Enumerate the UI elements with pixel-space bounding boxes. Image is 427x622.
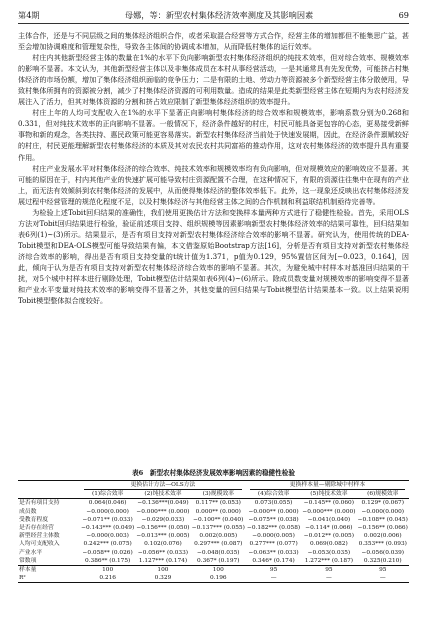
table-cell: −0.056** (0.033) — [137, 549, 189, 556]
table-row — [18, 540, 409, 548]
table-cell: 95 — [325, 567, 333, 574]
table-cell: 100 — [212, 567, 224, 574]
table-cell: 0.117** (0.053) — [195, 500, 241, 507]
row-label: 成员数 — [19, 508, 37, 515]
table-group-header-row — [18, 481, 409, 491]
table-cell: 0.329 — [135, 574, 190, 583]
table-cell: 100 — [157, 567, 169, 574]
table-cell: 0.196 — [191, 574, 246, 583]
table-cell: −0.145** (0.060) — [303, 500, 355, 507]
table-cell: −0.071** (0.033) — [82, 516, 133, 523]
table-cell: −0.075** (0.038) — [248, 516, 299, 523]
paragraph: 主体合作，还是与不同层级之间的集体经济组织合作，或者采取混合经营等方式合作，经营主体的增加都但不能集思广益，甚至会增加协调难度和管理复杂性，导致各主体间的协调成本增加，从而降低村集体的运行效率。 — [18, 31, 409, 52]
table-cell: −0.108** (0.045) — [357, 516, 408, 523]
row-label: 常数项 — [18, 557, 80, 566]
table-cell: 0.216 — [80, 574, 135, 583]
page-number: 69 — [398, 10, 409, 20]
table-cell: 0.002(0.006) — [363, 533, 402, 540]
table-cell: −0.013*** (0.005) — [136, 533, 190, 540]
table-cell: −0.114* (0.066) — [305, 525, 353, 532]
table-cell: −0.012** (0.005) — [303, 533, 355, 540]
column-header: (1)综合效率 — [80, 490, 135, 499]
table-cell: — — [357, 574, 409, 583]
table-cell: 0.353*** (0.093) — [358, 541, 407, 548]
table-cell: −0.000(0.003) — [86, 533, 129, 540]
table-cell: −0.137*** (0.055) — [191, 525, 245, 532]
table-cell: 0.102(0.076) — [144, 541, 182, 548]
column-header: (6)规模效率 — [357, 490, 409, 499]
row-label: 是否存在经营 — [19, 525, 54, 532]
table-cell: 1.272*** (0.187) — [301, 557, 356, 566]
issue-number: 第4期 — [18, 10, 40, 20]
table-cell: −0.182*** (0.058) — [247, 525, 301, 532]
body-text — [18, 30, 409, 306]
table-row — [18, 574, 409, 583]
table-cell: −0.048(0.035) — [196, 549, 240, 556]
header-rule — [18, 23, 409, 24]
table-caption: 表6 新型农村集体经济发展效率影响因素的稳健性检验 — [132, 469, 295, 477]
paragraph: 村庄产业发展水平对村集体经济的综合效率、纯技术效率和规模效率均有负向影响，但对规模效应的影响效应不显著。其可能的原因在于，村内其他产业的快速扩展可能导致村庄资源配置不合理，在这种情况下，有限的资源往往集中在现有的产业上，而无法有效倾斜到农村集体经济的发展中，从而使得集体经济的整体效率低下。此外，这一现象还反映出农村集体经济发展过程中经营管理的规范化程度不足，以及村集体经济与其他经营主体之间的合作机制和利益联结机制亟待完善等。 — [18, 163, 409, 206]
table-row — [18, 549, 409, 557]
table-cell: 95 — [269, 567, 278, 574]
group-header-ols: 更换估计方法—OLS方法 — [84, 481, 242, 490]
table-cell: 0.002(0.005) — [199, 533, 238, 540]
table-cell: −0.156** (0.066) — [357, 525, 408, 532]
table-cell: −0.136***(0.049) — [137, 500, 189, 507]
row-label: 人均可支配收入 — [19, 541, 60, 548]
table-cell: −0.053(0.035) — [307, 549, 351, 556]
table-cell: 0.367* (0.197) — [191, 557, 246, 566]
table-cell: 0.069(0.082) — [310, 541, 348, 548]
table-cell: −0.058** (0.026) — [82, 549, 133, 556]
paragraph: 村庄上年的人均可支配收入在1%的水平下显著正向影响村集体经济的综合效率和规模效率，影响系数分别为0.268和0.331，但对纯技术效率的正向影响不显著。一般情况下，经济条件越好的村庄，村民可能具备更包容的心态，更易接受新鲜事物和新的观念，各类扶持、惠民政策可能更容易落实。新型农村集体经济当前处于快速发展期，因此，在经济条件禀赋较好的村庄，村民更能理解新型农村集体经济的本质及其对农民农村共同富裕的推动作用，这对农村集体经济的效率提升具有重要作用。 — [18, 108, 409, 162]
table-cell: 0.000** (0.000) — [195, 508, 241, 515]
running-title: 母娜，等：新型农村集体经济效率测度及其影响因素 — [124, 10, 314, 20]
row-label: 受教育程度 — [19, 516, 48, 523]
table-cell: −0.000*** (0.000) — [136, 508, 190, 515]
column-header: (3)规模效率 — [191, 490, 246, 499]
table-row — [18, 508, 409, 516]
table-cell: 0.346* (0.174) — [246, 557, 301, 566]
robustness-table — [18, 480, 409, 583]
column-header: (2)纯技术效率 — [135, 490, 190, 499]
table-row — [18, 516, 409, 524]
table-cell: −0.143*** (0.049) — [81, 525, 135, 532]
row-label: 样本量 — [19, 567, 37, 574]
table-cell: −0.056(0.039) — [361, 549, 405, 556]
table-cell: 0.386** (0.175) — [80, 557, 135, 566]
table-cell: −0.041(0.040) — [307, 516, 351, 523]
row-label: 新型经营主体数 — [19, 533, 60, 540]
group-header-drop-sample: 更换样本量—剔除城中村样本 — [250, 481, 405, 490]
table-cell: 0.129* (0.067) — [361, 500, 405, 507]
table-cell: 0.073(0.055) — [254, 500, 293, 507]
table-cell: −0.000*** (0.000) — [302, 508, 356, 515]
table-row — [18, 557, 409, 566]
table-cell: 0.242*** (0.075) — [83, 541, 132, 548]
row-label: 产业水平 — [19, 549, 43, 556]
paragraph: 为检验上述Tobit回归结果的准确性，我们使用更换估计方法和变换样本量两种方式进行了稳健性检验。首先，采用OLS方法对Tobit回归结果进行检验，验证前述项目支持、组织规模等因素影响新型农村集体经济效率的结果可靠性，回归结果如表6列(1)~(3)所示。结果显示，是否有项目支持对新型农村集体经济综合效率的影响不显著。研究认为，使用传统的DEA-Tobit模型和DEA-OLS模型可能导致结果有偏，本文借鉴原始Bootstrap方法[16]，分析是否有项目支持对新型农村集体经济综合效率的影响，得出是否有项目支持变量的t统计值为1.371，p值为0.129，95%置信区间为[−0.023，0.164]，因此，倾向于认为是否有项目支持对新型农村集体经济综合效率的影响不显著。其次，为避免城中村样本对基准回归结果的干扰，对5个城中村样本进行剔除处理，Tobit模型估计结果如表6列(4)~(6)所示。除成员数变量对规模效率的影响变得不显著和产业水平变量对纯技术效率的影响变得不显著之外，其他变量的回归结果与Tobit模型估计结果基本一致。以上结果说明Tobit模型整体拟合度较好。 — [18, 207, 409, 306]
column-header: (4)综合效率 — [246, 490, 301, 499]
table-cell: 100 — [102, 567, 114, 574]
table-cell: — — [301, 574, 356, 583]
table-row — [18, 499, 409, 508]
table-cell: 0.064(0.046) — [88, 500, 127, 507]
table-cell: −0.100** (0.040) — [193, 516, 244, 523]
table-sub-header-row — [18, 490, 409, 499]
table-cell: 0.325(0.210) — [357, 557, 409, 566]
table-cell: 0.297*** (0.087) — [194, 541, 243, 548]
table-cell: −0.000(0.000) — [361, 508, 405, 515]
row-label: R² — [18, 574, 80, 583]
table-cell: 95 — [379, 567, 387, 574]
table-body — [18, 499, 409, 583]
table-cell: 1.127*** (0.174) — [135, 557, 190, 566]
table-row — [18, 566, 409, 575]
table-cell: −0.156*** (0.050) — [136, 525, 190, 532]
paragraph: 村庄内其他新型经营主体的数量在1%的水平下负向影响新型农村集体经济组织的纯技术效率，但对综合效率、规模效率的影响不显著。本文认为，其他新型经营主体以及非集体成员在本村从事经营活动，一是其通常具有先发优势，可能挤占村集体经济的市场份额，增加了集体经济组织面临的竞争压力；二是有限的土地、劳动力等资源被多个新型经营主体分散使用，导致村集体所拥有的资源被分割，减少了村集体经济资源的可利用数量。造成的结果是此类新型经营主体在短期内为农村经济发展注入了活力，但其对集体资源的分割和挤占效应限制了新型集体经济组织的效率提升。 — [18, 53, 409, 107]
table-row — [18, 532, 409, 540]
table-cell: −0.000(0.000) — [86, 508, 129, 515]
table-cell: −0.029(0.033) — [141, 516, 185, 523]
table-cell: −0.000(0.005) — [252, 533, 295, 540]
column-header: (5)纯技术效率 — [301, 490, 356, 499]
table-cell: −0.000** (0.000) — [248, 508, 299, 515]
running-header — [18, 8, 409, 22]
table-cell: 0.277*** (0.077) — [249, 541, 298, 548]
table-cell: −0.063** (0.033) — [248, 549, 299, 556]
table-row — [18, 524, 409, 532]
table-cell: — — [246, 574, 301, 583]
row-label: 是否有项目支持 — [19, 500, 60, 507]
